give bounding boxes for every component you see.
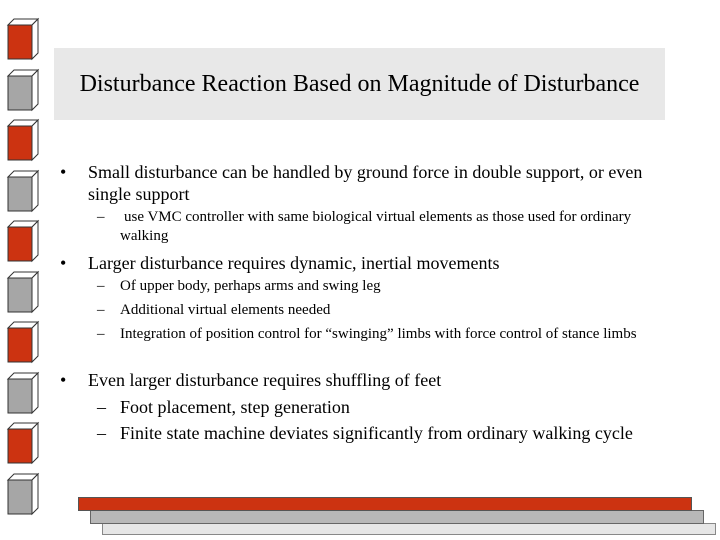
sub-bullet-text: Finite state machine deviates significantly from ordinary walking cycle — [120, 423, 633, 443]
sub-bullet-3-2 — [97, 422, 657, 444]
sub-bullet-text: Integration of position control for “swinging” limbs with force control of stance limbs — [120, 326, 637, 342]
dash-marker: – — [97, 326, 105, 342]
sub-bullet-2-3 — [97, 325, 657, 344]
bullet-marker: • — [60, 162, 67, 182]
bullet-text: Larger disturbance requires dynamic, inertial movements — [88, 253, 500, 273]
bullet-marker: • — [60, 370, 67, 390]
decorative-bar-red — [78, 497, 692, 511]
bullet-text: Even larger disturbance requires shuffling of feet — [88, 370, 442, 390]
sub-bullet-text: use VMC controller with same biological virtual elements as those used for ordinary walking — [120, 209, 632, 244]
bullet-text: Small disturbance can be handled by ground force in double support, or even single support — [88, 162, 643, 204]
bullet-marker: • — [60, 253, 67, 273]
decorative-bar-gray — [90, 510, 704, 524]
dash-marker: – — [97, 423, 106, 443]
sub-bullet-2-1 — [97, 277, 657, 296]
bullet-2 — [60, 252, 650, 274]
sub-bullet-3-1 — [97, 396, 657, 418]
sub-bullet-1-1 — [97, 208, 657, 246]
dash-marker: – — [97, 302, 105, 318]
dash-marker: – — [97, 397, 106, 417]
sub-bullet-2-2 — [97, 301, 657, 320]
sub-bullet-text: Additional virtual elements needed — [120, 302, 331, 318]
bullet-1 — [60, 161, 650, 205]
sub-bullet-text: Of upper body, perhaps arms and swing leg — [120, 278, 381, 294]
dash-marker: – — [97, 209, 105, 225]
sub-bullet-text: Foot placement, step generation — [120, 397, 350, 417]
decorative-bar-light — [102, 523, 716, 535]
bullet-3 — [60, 369, 650, 391]
slide-title: Disturbance Reaction Based on Magnitude of Disturbance — [79, 71, 640, 97]
dash-marker: – — [97, 278, 105, 294]
